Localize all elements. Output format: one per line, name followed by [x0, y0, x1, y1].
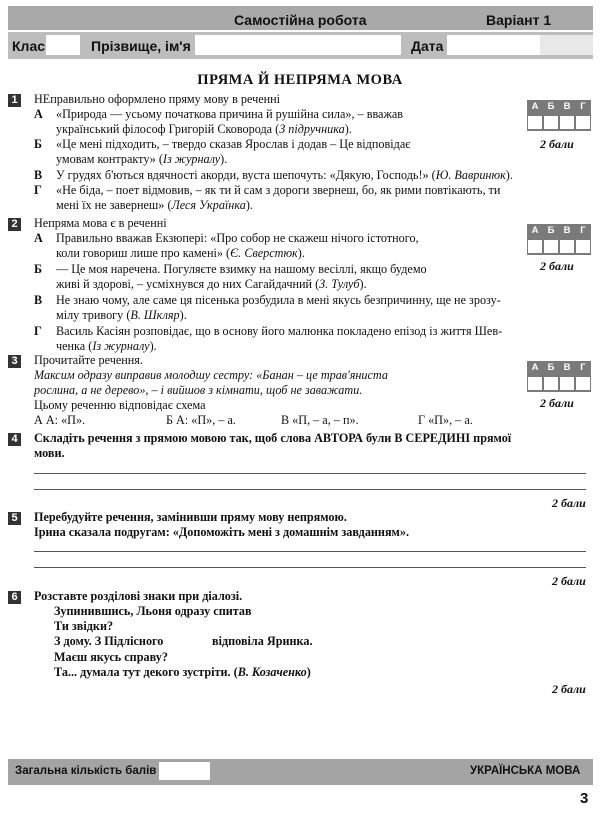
task-1: НЕправильно оформлено пряму мову в реченні А «Природа — усьому початкова причина й рушійна сила», – вважав український філософ Григорій Сковорода (З підручника). Б «Це мені підходить, – твердо сказав Ярослав і додав – Це відповідає умовам контракту» (Із журналу). В У грудях б'ються вдячності акорди, вуста шепочуть: «Дякую, Господь!» (Ю. Вавринюк). Г «Не біда, – поет відмовив, – як ти й сам з дороги звернеш, бо, як рими повтікають, ти мені їх не завернеш» (Леся Українка).: [34, 92, 513, 212]
score-label: 2 бали: [552, 574, 586, 588]
score-label: 2 бали: [540, 396, 574, 410]
task-question: Непряма мова є в реченні: [34, 216, 167, 230]
answer-box[interactable]: [560, 240, 574, 253]
task-number: 3: [8, 355, 21, 368]
subject-label: УКРАЇНСЬКА МОВА: [470, 765, 581, 777]
task-number: 1: [8, 94, 21, 107]
option-g: Г «П», – а.: [418, 413, 473, 427]
option-v: Не знаю чому, але саме ця пісенька розбудила в мені якусь безпричинну, ще не зрозу-: [56, 293, 501, 307]
answer-grid: А Б В Г: [527, 224, 591, 255]
variant-label: Варіант 1: [486, 12, 552, 28]
answer-line[interactable]: [34, 551, 586, 552]
answer-box[interactable]: [544, 116, 558, 129]
task-question: Прочитайте речення.: [34, 353, 143, 367]
task-6: Розставте розділові знаки при діалозі. Зупинившись, Льоня одразу спитав Ти звідки? З дому. З Підлісного відповіла Яринка. Маєш якусь справу? Та... думала тут декого зустріти. (В. Козаченко): [34, 589, 313, 679]
date-field[interactable]: [447, 35, 540, 55]
option-a: «Природа — усьому початкова причина й рушійна сила», – вважав: [56, 107, 404, 121]
work-title: Самостійна робота: [234, 12, 367, 28]
answer-box[interactable]: [560, 377, 574, 390]
total-score-field[interactable]: [159, 762, 210, 780]
answer-box[interactable]: [576, 377, 590, 390]
score-label: 2 бали: [552, 496, 586, 510]
page-title: ПРЯМА Й НЕПРЯМА МОВА: [197, 72, 403, 88]
option-b: Б А: «П», – а.: [166, 413, 236, 427]
option-v: В «П, – а, – п».: [281, 413, 359, 427]
task-number: 4: [8, 433, 21, 446]
total-score-label: Загальна кількість балів: [15, 765, 157, 777]
class-label: Клас: [12, 38, 46, 54]
option-b: «Це мені підходить, – твердо сказав Ярослав і додав – Це відповідає: [56, 137, 411, 151]
answer-box[interactable]: [528, 377, 542, 390]
page-number: 3: [580, 790, 589, 807]
task-number: 2: [8, 218, 21, 231]
answer-grid: А Б В Г: [527, 361, 591, 392]
name-field[interactable]: [195, 35, 401, 55]
answer-line[interactable]: [34, 567, 586, 568]
answer-box[interactable]: [544, 240, 558, 253]
header-corner: [540, 35, 593, 55]
score-label: 2 бали: [540, 137, 574, 151]
task-3: Прочитайте речення. Максим одразу виправив молодшу сестру: «Банан – це трав'яниста рослина, а не дерево», – і вийшов з кімнати, щоб не заважати. Цьому реченню відповідає схема А А: «П». Б А: «П», – а. В «П, – а, – п». Г «П», – а.: [34, 353, 473, 427]
answer-box[interactable]: [528, 116, 542, 129]
option-v: У грудях б'ються вдячності акорди, вуста шепочуть: «Дякую, Господь!» (Ю. Вавринюк).: [56, 168, 513, 182]
option-g: «Не біда, – поет відмовив, – як ти й сам з дороги звернеш, бо, як рими повтікають, ти: [56, 183, 501, 197]
score-label: 2 бали: [552, 682, 586, 696]
option-g: Василь Касіян розповідає, що в основу його малюнка покладено епізод із життя Шев-: [56, 324, 503, 338]
option-b: — Це моя наречена. Погуляєте взимку на нашому весіллі, якщо будемо: [56, 262, 427, 276]
option-a: А А: «П».: [34, 413, 86, 427]
answer-box[interactable]: [576, 240, 590, 253]
answer-line[interactable]: [34, 489, 586, 490]
answer-box[interactable]: [544, 377, 558, 390]
option-a: Правильно вважав Екзюпері: «Про собор не скажеш нічого істотного,: [56, 231, 419, 245]
task-4: Складіть речення з прямою мовою так, щоб слова АВТОРА були В СЕРЕДИНІ прямої мови.: [34, 431, 512, 460]
task-question: Розставте розділові знаки при діалозі.: [34, 589, 243, 603]
name-label: Прізвище, ім'я: [91, 38, 191, 54]
task-question: НЕправильно оформлено пряму мову в реченні: [34, 92, 281, 106]
task-number: 5: [8, 512, 21, 525]
class-field[interactable]: [46, 35, 80, 55]
task-number: 6: [8, 591, 21, 604]
date-label: Дата: [411, 38, 444, 54]
answer-grid: А Б В Г: [527, 100, 591, 131]
task-5: Перебудуйте речення, замінивши пряму мову непрямою. Ірина сказала подругам: «Допоможіть мені з домашнім завданням».: [34, 510, 409, 539]
answer-box[interactable]: [560, 116, 574, 129]
task-2: Непряма мова є в реченні А Правильно вважав Екзюпері: «Про собор не скажеш нічого істотного, коли говориш лише про камені» (Є. Сверстюк). Б — Це моя наречена. Погуляєте взимку на нашому весіллі, якщо будемо живі й здорові, – усміхнувся до них Сагайдачний (З. Тулуб). В Не знаю чому, але саме ця пісенька розбудила в мені якусь безпричинну, ще не зрозу- мілу тривогу (В. Шкляр). Г Василь Касіян розповідає, що в основу його малюнка покладено епізод із життя Шев- ченка (Із журналу).: [34, 216, 503, 353]
answer-box[interactable]: [528, 240, 542, 253]
answer-line[interactable]: [34, 473, 586, 474]
answer-box[interactable]: [576, 116, 590, 129]
score-label: 2 бали: [540, 259, 574, 273]
